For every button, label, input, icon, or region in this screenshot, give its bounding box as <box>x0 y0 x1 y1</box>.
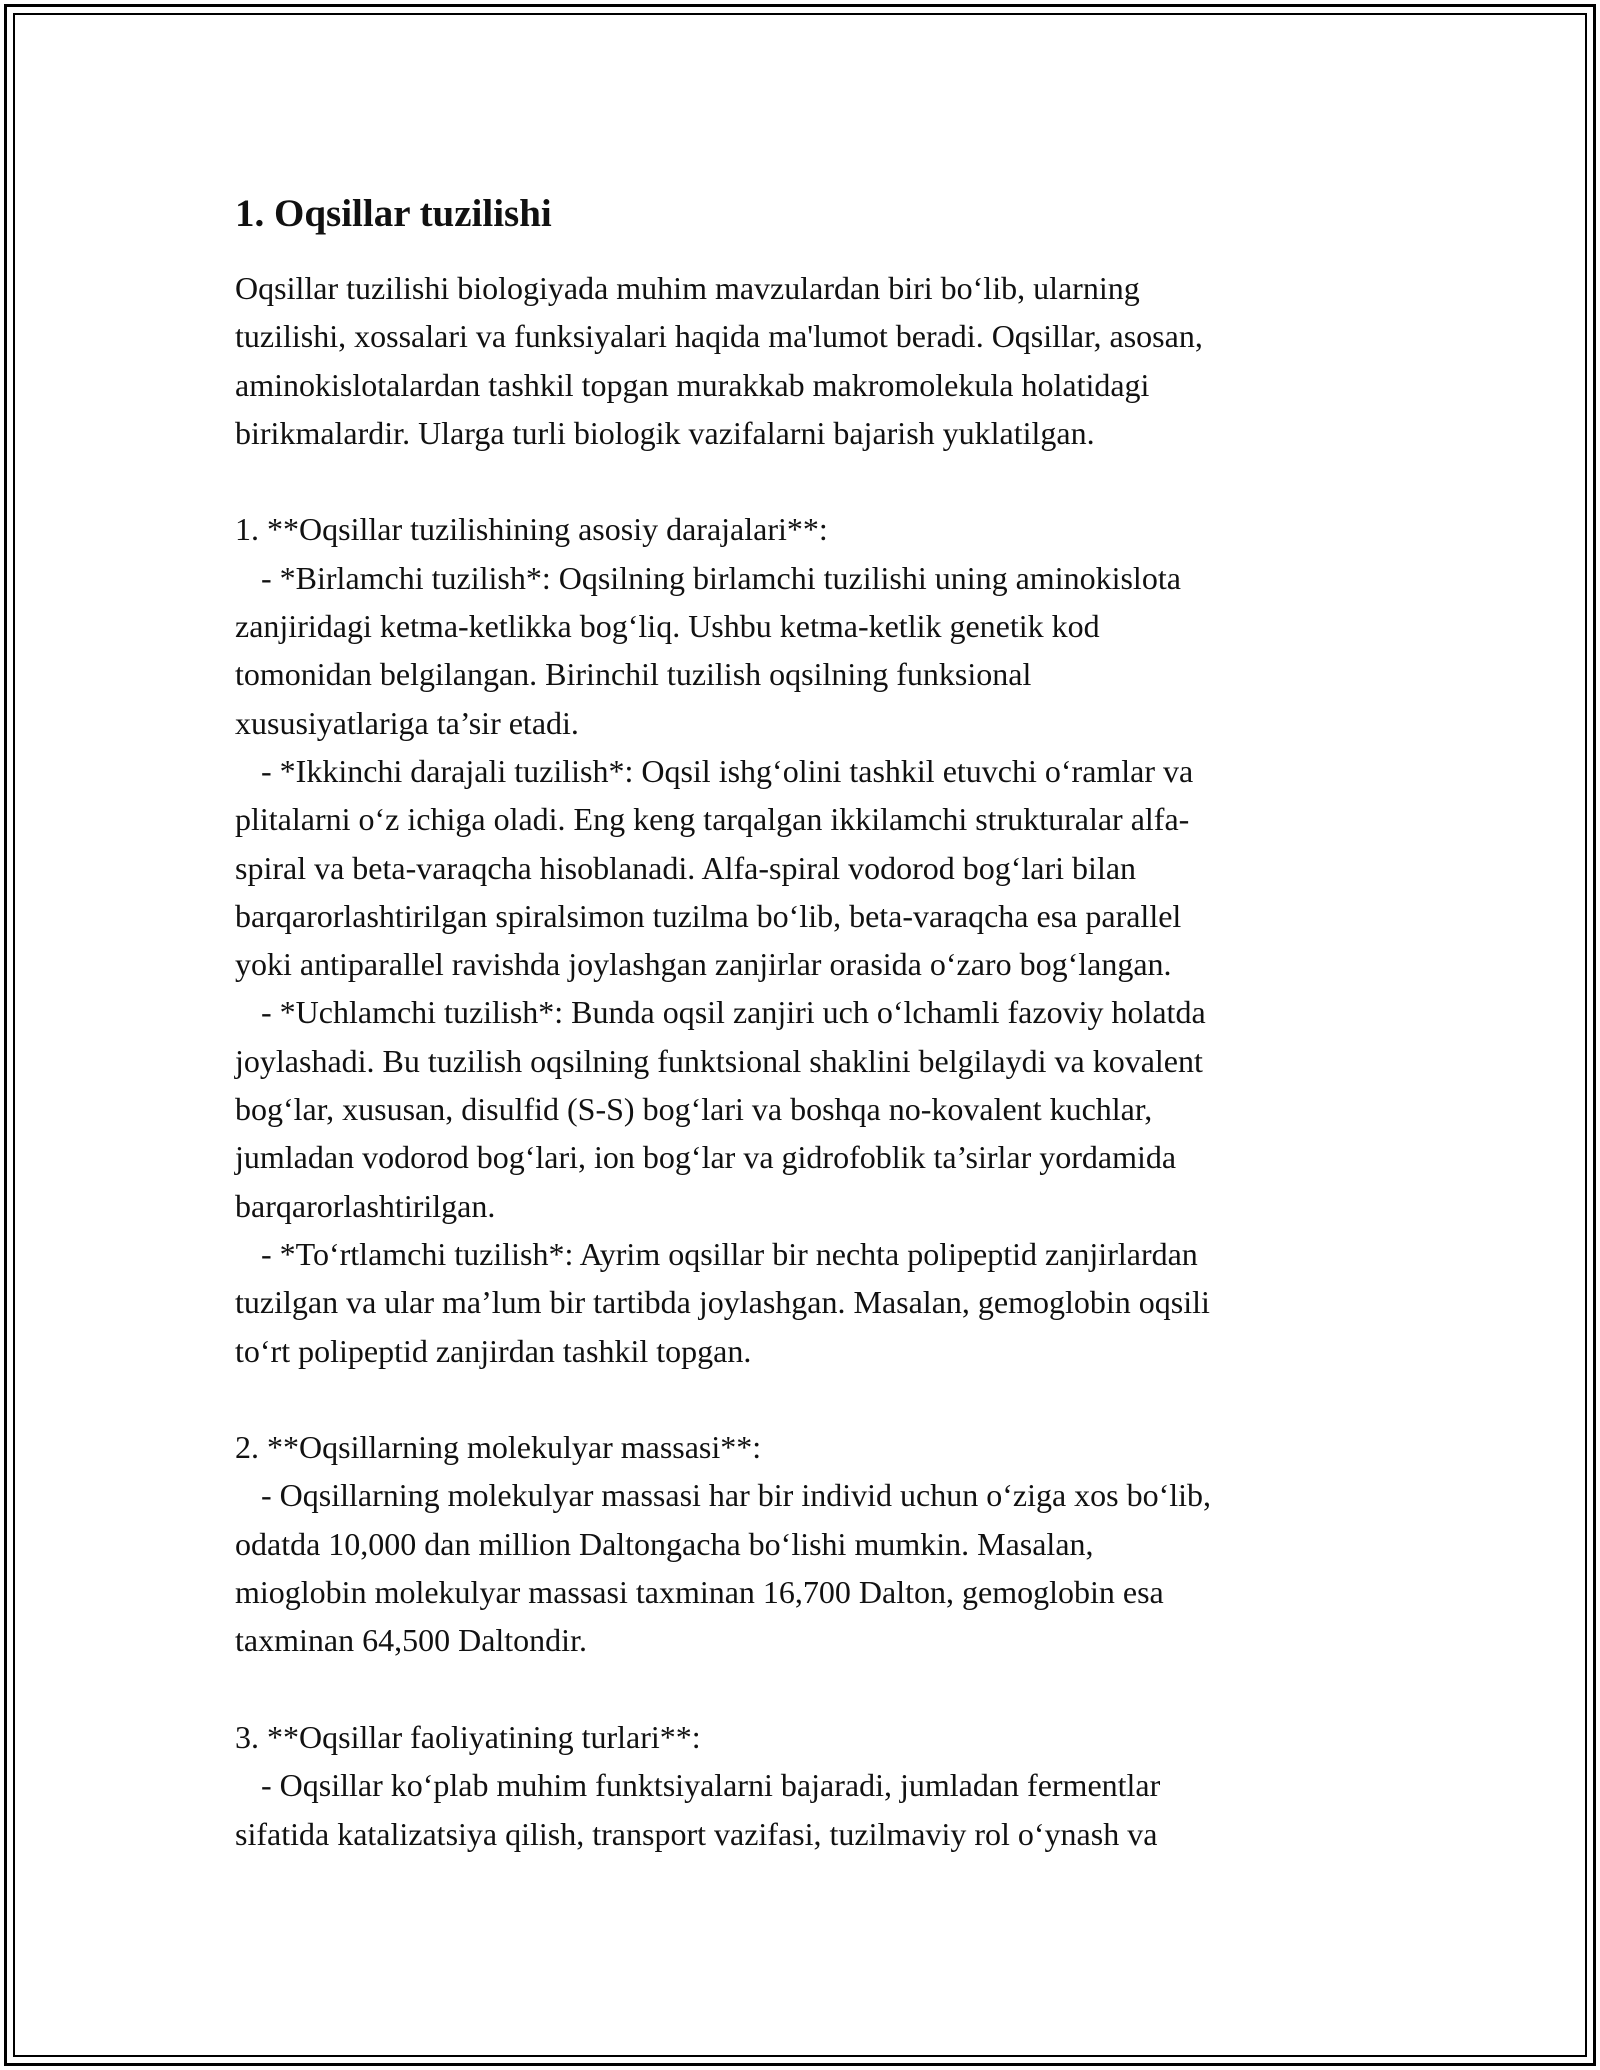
intro-paragraph <box>235 264 1365 1858</box>
section-2-item-1-line: - Oqsillarning molekulyar massasi har bir individ uchun o‘ziga xos bo‘lib, <box>261 1477 1212 1514</box>
section-2-item-1-line: taxminan 64,500 Daltondir. <box>235 1622 587 1659</box>
section-2-item-1-line: odatda 10,000 dan million Daltongacha bo‘lishi mumkin. Masalan, <box>235 1525 1094 1562</box>
section-1-item-3-line: bog‘lar, xususan, disulfid (S-S) bog‘lari va boshqa no-kovalent kuchlar, <box>235 1091 1153 1128</box>
section-1-item-1-line: zanjiridagi ketma-ketlikka bog‘liq. Ushbu ketma-ketlik genetik kod <box>235 608 1100 645</box>
section-1-item-2-line: - *Ikkinchi darajali tuzilish*: Oqsil ishg‘olini tashkil etuvchi o‘ramlar va <box>261 752 1194 789</box>
section-1-item-3-line: jumladan vodorod bog‘lari, ion bog‘lar va gidrofoblik ta’sirlar yordamida <box>235 1139 1177 1176</box>
section-1-item-4-line: - *To‘rtlamchi tuzilish*: Ayrim oqsillar bir nechta polipeptid zanjirlardan <box>261 1235 1198 1272</box>
section-2-heading: 2. **Oqsillarning molekulyar massasi**: <box>235 1429 762 1466</box>
document-title: 1. Oqsillar tuzilishi <box>235 192 552 235</box>
section-3-item-1-line: - Oqsillar ko‘plab muhim funktsiyalarni bajaradi, jumladan fermentlar <box>261 1767 1161 1804</box>
blank-line <box>235 1665 1365 1713</box>
intro-line: tuzilishi, xossalari va funksiyalari haqida ma'lumot beradi. Oqsillar, asosan, <box>235 318 1203 355</box>
blank-line <box>235 1375 1365 1423</box>
section-1-item-2-line: spiral va beta-varaqcha hisoblanadi. Alfa-spiral vodorod bog‘lari bilan <box>235 849 1137 886</box>
section-1-item-2-line: plitalarni o‘z ichiga oladi. Eng keng tarqalgan ikkilamchi strukturalar alfa- <box>235 801 1190 838</box>
section-1-item-1-line: tomonidan belgilangan. Birinchil tuzilish oqsilning funksional <box>235 656 1032 693</box>
blank-line <box>235 457 1365 505</box>
section-1-item-2-line: yoki antiparallel ravishda joylashgan zanjirlar orasida o‘zaro bog‘langan. <box>235 946 1172 983</box>
section-1-item-3-line: joylashadi. Bu tuzilish oqsilning funktsional shaklini belgilaydi va kovalent <box>235 1042 1203 1079</box>
section-3-item-1-line: sifatida katalizatsiya qilish, transport vazifasi, tuzilmaviy rol o‘ynash va <box>235 1815 1158 1852</box>
section-1-item-4-line: to‘rt polipeptid zanjirdan tashkil topgan. <box>235 1332 752 1369</box>
document-body <box>235 186 1365 1858</box>
section-1-item-4-line: tuzilgan va ular ma’lum bir tartibda joylashgan. Masalan, gemoglobin oqsili <box>235 1284 1210 1321</box>
section-1-item-3-line: barqarorlashtirilgan. <box>235 1187 496 1224</box>
intro-line: Oqsillar tuzilishi biologiyada muhim mavzulardan biri bo‘lib, ularning <box>235 270 1140 306</box>
section-3-heading: 3. **Oqsillar faoliyatining turlari**: <box>235 1718 701 1755</box>
section-1-item-2-line: barqarorlashtirilgan spiralsimon tuzilma bo‘lib, beta-varaqcha esa parallel <box>235 897 1182 934</box>
section-2-item-1-line: mioglobin molekulyar massasi taxminan 16,700 Dalton, gemoglobin esa <box>235 1574 1164 1611</box>
section-1-heading: 1. **Oqsillar tuzilishining asosiy darajalari**: <box>235 511 828 548</box>
section-1-item-3-line: - *Uchlamchi tuzilish*: Bunda oqsil zanjiri uch o‘lchamli fazoviy holatda <box>261 994 1206 1031</box>
intro-line: aminokislotalardan tashkil topgan murakkab makromolekula holatidagi <box>235 366 1150 403</box>
section-1-item-1-line: xususiyatlariga ta’sir etadi. <box>235 704 579 741</box>
intro-line: birikmalardir. Ularga turli biologik vazifalarni bajarish yuklatilgan. <box>235 414 1095 451</box>
section-1-item-1-line: - *Birlamchi tuzilish*: Oqsilning birlamchi tuzilishi uning aminokislota <box>261 559 1181 596</box>
